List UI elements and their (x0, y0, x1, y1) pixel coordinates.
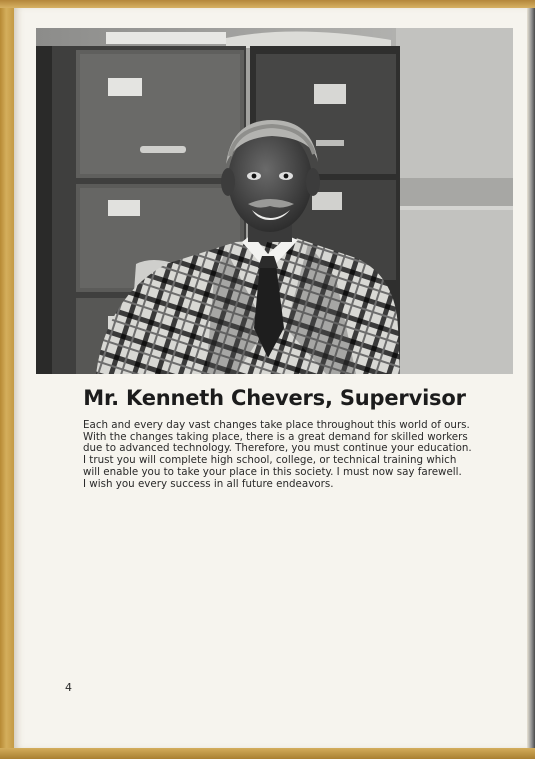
page-right-edge (527, 8, 535, 748)
message-paragraph (83, 420, 503, 490)
message-line: due to advanced technology. Therefore, you must continue your education. (83, 442, 472, 455)
page-number: 4 (65, 681, 72, 694)
message-line: I wish you every success in all future endeavors. (83, 477, 334, 490)
message-line: Each and every day vast changes take place throughout this world of ours. (83, 419, 470, 431)
message-line: I trust you will complete high school, college, or technical training which (83, 454, 457, 467)
message-line: With the changes taking place, there is a great demand for skilled workers (83, 430, 468, 443)
book-binding-top (0, 0, 535, 8)
book-binding-bottom (0, 748, 535, 759)
book-binding-left (0, 0, 14, 759)
message-line: will enable you to take your place in this society. I must now say farewell. (83, 465, 462, 478)
supervisor-photo (36, 28, 513, 374)
page-title: Mr. Kenneth Chevers, Supervisor (83, 386, 466, 410)
